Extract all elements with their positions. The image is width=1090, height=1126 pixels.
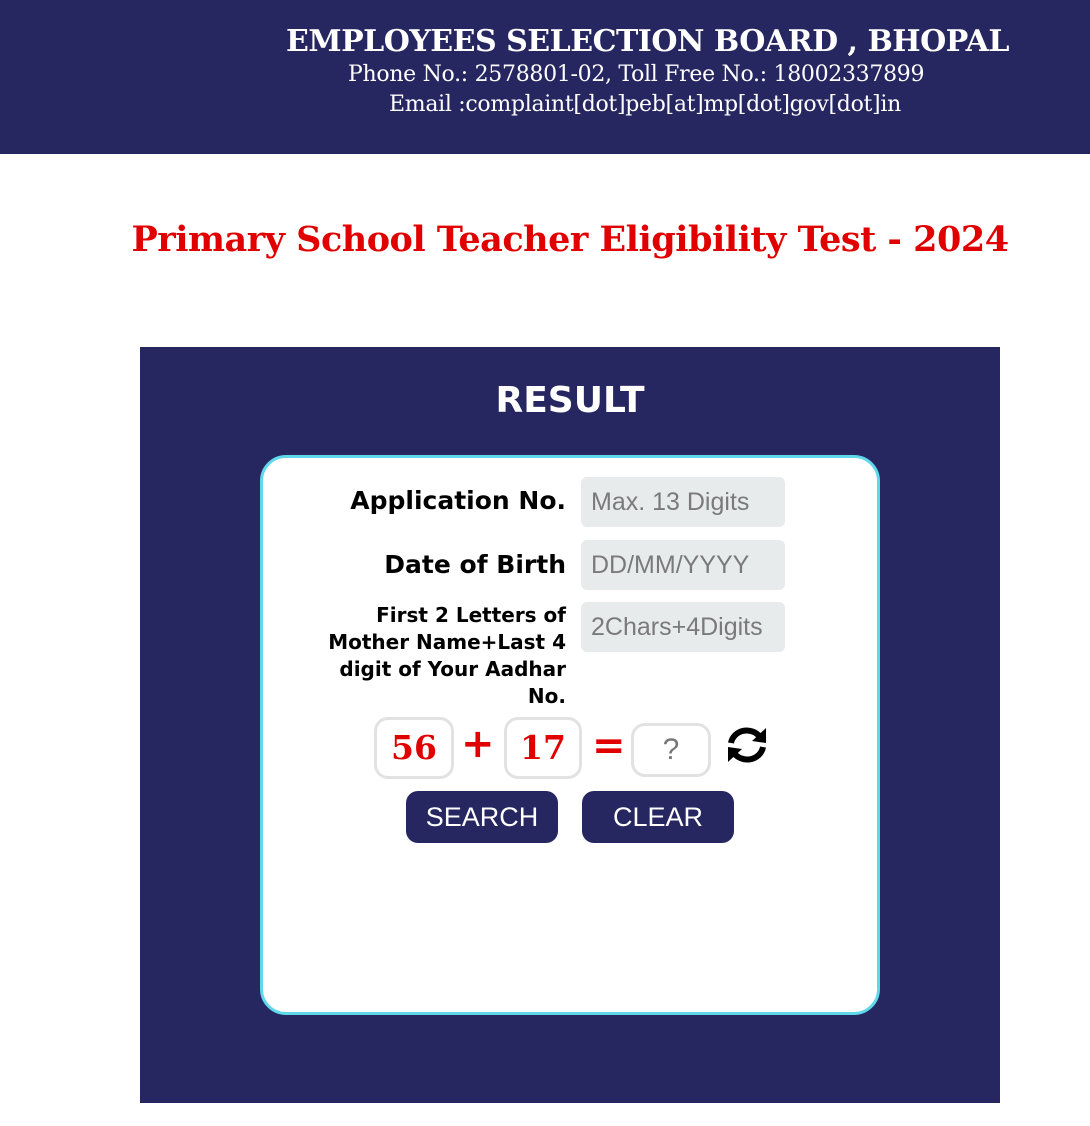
refresh-icon[interactable] (726, 726, 768, 764)
search-button[interactable]: SEARCH (406, 791, 558, 843)
captcha-operator: + (461, 721, 495, 767)
result-heading: RESULT (495, 380, 645, 421)
clear-button[interactable]: CLEAR (582, 791, 734, 843)
board-title: EMPLOYEES SELECTION BOARD , BHOPAL (286, 24, 1010, 59)
contact-phone: Phone No.: 2578801-02, Toll Free No.: 18002337899 (348, 62, 925, 87)
contact-email: Email :complaint[dot]peb[at]mp[dot]gov[dot]in (389, 92, 901, 117)
dob-input[interactable] (581, 540, 785, 590)
mother-aadhar-label: First 2 Letters of Mother Name+Last 4 digit of Your Aadhar No. (328, 603, 566, 708)
application-no-input[interactable] (581, 477, 785, 527)
mother-aadhar-input[interactable] (581, 602, 785, 652)
application-no-label: Application No. (350, 486, 566, 515)
captcha-operand-b: 17 (504, 717, 582, 779)
dob-label: Date of Birth (384, 550, 566, 579)
page-title: Primary School Teacher Eligibility Test - 2024 (131, 219, 1009, 260)
captcha-equals: = (592, 723, 626, 769)
captcha-answer-input[interactable] (631, 723, 711, 777)
site-header (0, 0, 1090, 154)
captcha-operand-a: 56 (374, 717, 454, 779)
